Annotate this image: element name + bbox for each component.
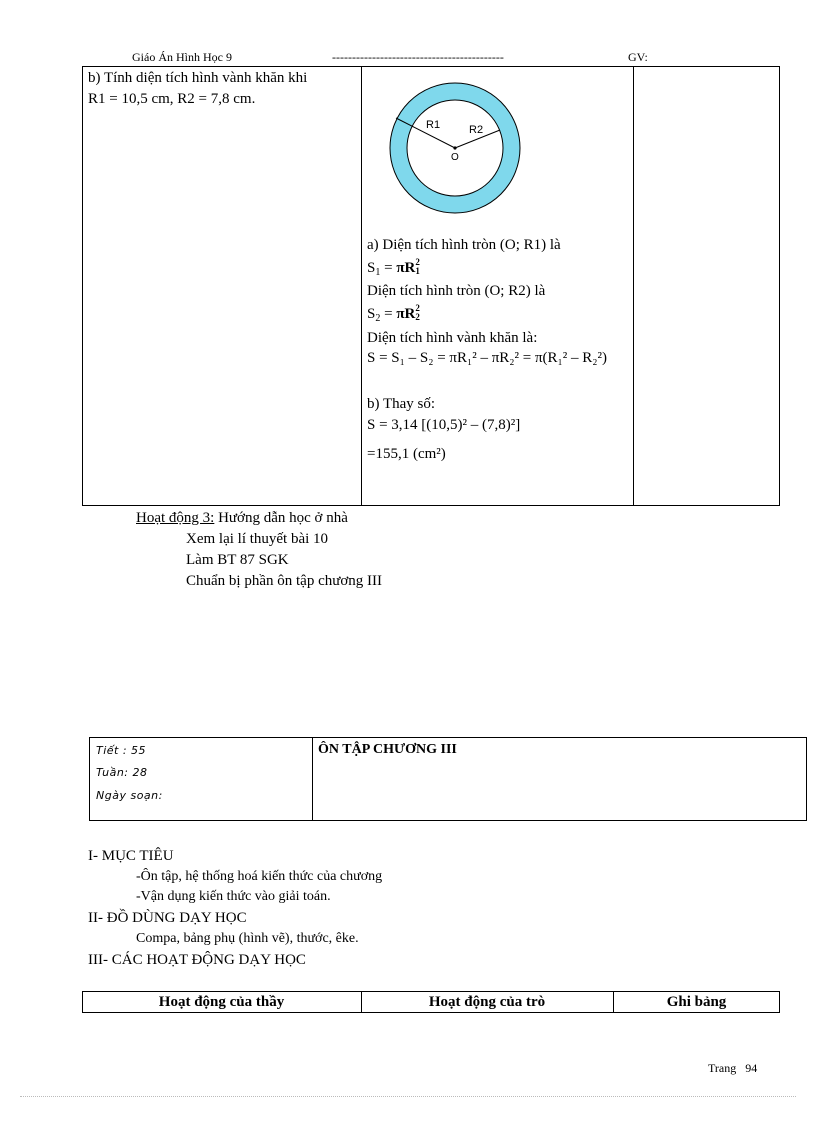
materials-item: Compa, bảng phụ (hình vẽ), thước, êke. xyxy=(136,931,359,946)
column-student-activity: Hoạt động của trò xyxy=(428,994,546,1010)
objective-item: -Vận dụng kiến thức vào giải toán. xyxy=(136,889,331,904)
activity3-item: Xem lại lí thuyết bài 10 xyxy=(186,531,329,547)
lesson-week: Tuần: 28 xyxy=(96,766,148,779)
top-table-divider-1 xyxy=(361,66,362,506)
column-teacher-activity: Hoạt động của thầy xyxy=(158,994,285,1010)
s1-formula-main: πR xyxy=(396,260,416,276)
lesson-period: Tiết : 55 xyxy=(96,744,147,757)
solution-ring-intro: Diện tích hình vành khăn là: xyxy=(367,330,538,346)
bottom-dotted-rule xyxy=(20,1096,796,1097)
solution-s2-intro: Diện tích hình tròn (O; R2) là xyxy=(367,283,546,299)
solution-b-formula: S = 3,14 [(10,5)² – (7,8)²] xyxy=(367,417,521,433)
s2-equals: = xyxy=(380,306,397,322)
s1-symbol: S xyxy=(367,260,376,276)
s2-formula-sup: 2 xyxy=(415,303,420,313)
problem-line-2: R1 = 10,5 cm, R2 = 7,8 cm. xyxy=(88,91,256,107)
header-dashes: ------------------------------------------- xyxy=(332,50,504,64)
column-board-notes: Ghi bảng xyxy=(666,994,727,1010)
activity3-title: Hoạt động 3: xyxy=(136,510,215,526)
lesson-box-divider xyxy=(312,737,313,821)
top-table-border-top xyxy=(82,66,780,67)
header-teacher: GV: xyxy=(628,50,648,64)
activity3-item: Làm BT 87 SGK xyxy=(186,552,289,568)
s1-subscript: 1 xyxy=(375,267,381,278)
s2-formula-sub: 2 xyxy=(415,312,420,322)
activity3-title-rest: Hướng dẫn học ở nhà xyxy=(214,510,348,526)
top-table-divider-2 xyxy=(633,66,634,506)
lesson-date: Ngày soạn: xyxy=(96,789,163,802)
annulus-figure xyxy=(385,80,525,220)
s2-formula xyxy=(396,303,420,322)
label-o: O xyxy=(451,152,459,163)
activity3-item: Chuẩn bị phần ôn tập chương III xyxy=(186,573,383,589)
top-table-border-left xyxy=(82,66,83,506)
s1-formula-sup: 2 xyxy=(415,257,420,267)
solution-a-intro: a) Diện tích hình tròn (O; R1) là xyxy=(367,237,561,253)
top-table-border-bottom xyxy=(82,505,780,506)
section-materials-title: II- ĐỒ DÙNG DẠY HỌC xyxy=(88,910,247,926)
s1-formula-sub: 1 xyxy=(415,266,420,276)
s2-symbol: S xyxy=(367,306,376,322)
solution-s2 xyxy=(367,304,420,324)
s2-formula-main: πR xyxy=(396,306,416,322)
solution-b-intro: b) Thay số: xyxy=(367,396,436,412)
activity3-heading xyxy=(136,510,348,527)
page-number xyxy=(708,1061,757,1076)
section-objectives-title: I- MỤC TIÊU xyxy=(88,848,174,864)
page-value: 94 xyxy=(745,1061,758,1075)
objective-item: -Ôn tập, hệ thống hoá kiến thức của chương xyxy=(136,869,383,884)
solution-b-result: =155,1 (cm²) xyxy=(367,446,446,462)
problem-line-1: b) Tính diện tích hình vành khăn khi xyxy=(88,70,308,86)
header-left: Giáo Án Hình Học 9 xyxy=(132,50,232,64)
page-label: Trang xyxy=(708,1061,737,1075)
lesson-title: ÔN TẬP CHƯƠNG III xyxy=(318,742,457,757)
s1-equals: = xyxy=(380,260,397,276)
label-r1: R1 xyxy=(426,119,441,131)
solution-ring-formula: S = S₁ – S₂ = πR₁² – πR₂² = π(R₁² – R₂²) xyxy=(367,350,607,366)
s1-formula xyxy=(396,257,420,276)
s2-subscript: 2 xyxy=(375,313,381,324)
top-table-border-right xyxy=(779,66,780,506)
label-r2: R2 xyxy=(469,124,484,136)
solution-s1 xyxy=(367,258,420,278)
center-point xyxy=(453,146,456,149)
section-activities-title: III- CÁC HOẠT ĐỘNG DẠY HỌC xyxy=(88,952,306,968)
